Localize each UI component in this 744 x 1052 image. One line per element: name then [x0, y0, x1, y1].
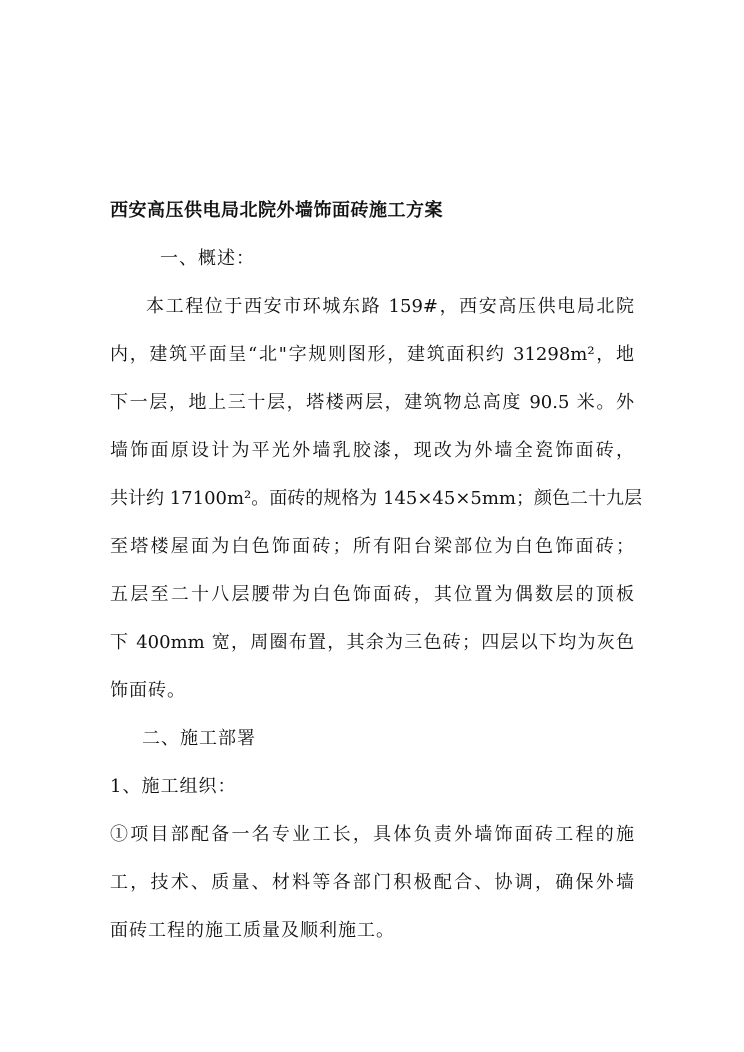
paragraph-line: 五层至二十八层腰带为白色饰面砖，其位置为偶数层的顶板 [110, 584, 634, 605]
document-title: 西安高压供电局北院外墙饰面砖施工方案 [110, 200, 443, 221]
paragraph-line: 本工程位于西安市环城东路 159#，西安高压供电局北院 [146, 296, 634, 317]
section-heading-deployment: 二、施工部署 [142, 728, 256, 749]
paragraph-line: 工，技术、质量、材料等各部门积极配合、协调，确保外墙 [110, 872, 634, 893]
paragraph-line: 墙饰面原设计为平光外墙乳胶漆，现改为外墙全瓷饰面砖， [110, 440, 634, 461]
paragraph-line: 饰面砖。 [110, 680, 186, 701]
paragraph-line: 下 400mm 宽，周圈布置，其余为三色砖；四层以下均为灰色 [110, 632, 634, 653]
subsection-heading-organization: 1、施工组织： [110, 776, 237, 797]
paragraph-line: 至塔楼屋面为白色饰面砖；所有阳台梁部位为白色饰面砖； [110, 536, 634, 557]
section-heading-overview: 一、概述： [160, 248, 255, 269]
paragraph-line: 内，建筑平面呈“北"字规则图形，建筑面积约 31298m²，地 [110, 344, 634, 365]
paragraph-line: 下一层，地上三十层，塔楼两层，建筑物总高度 90.5 米。外 [110, 392, 634, 413]
paragraph-line: ①项目部配备一名专业工长，具体负责外墙饰面砖工程的施 [110, 824, 634, 845]
paragraph-line: 面砖工程的施工质量及顺利施工。 [110, 920, 395, 941]
paragraph-line: 共计约 17100m²。面砖的规格为 145×45×5mm；颜色二十九层 [110, 488, 643, 509]
